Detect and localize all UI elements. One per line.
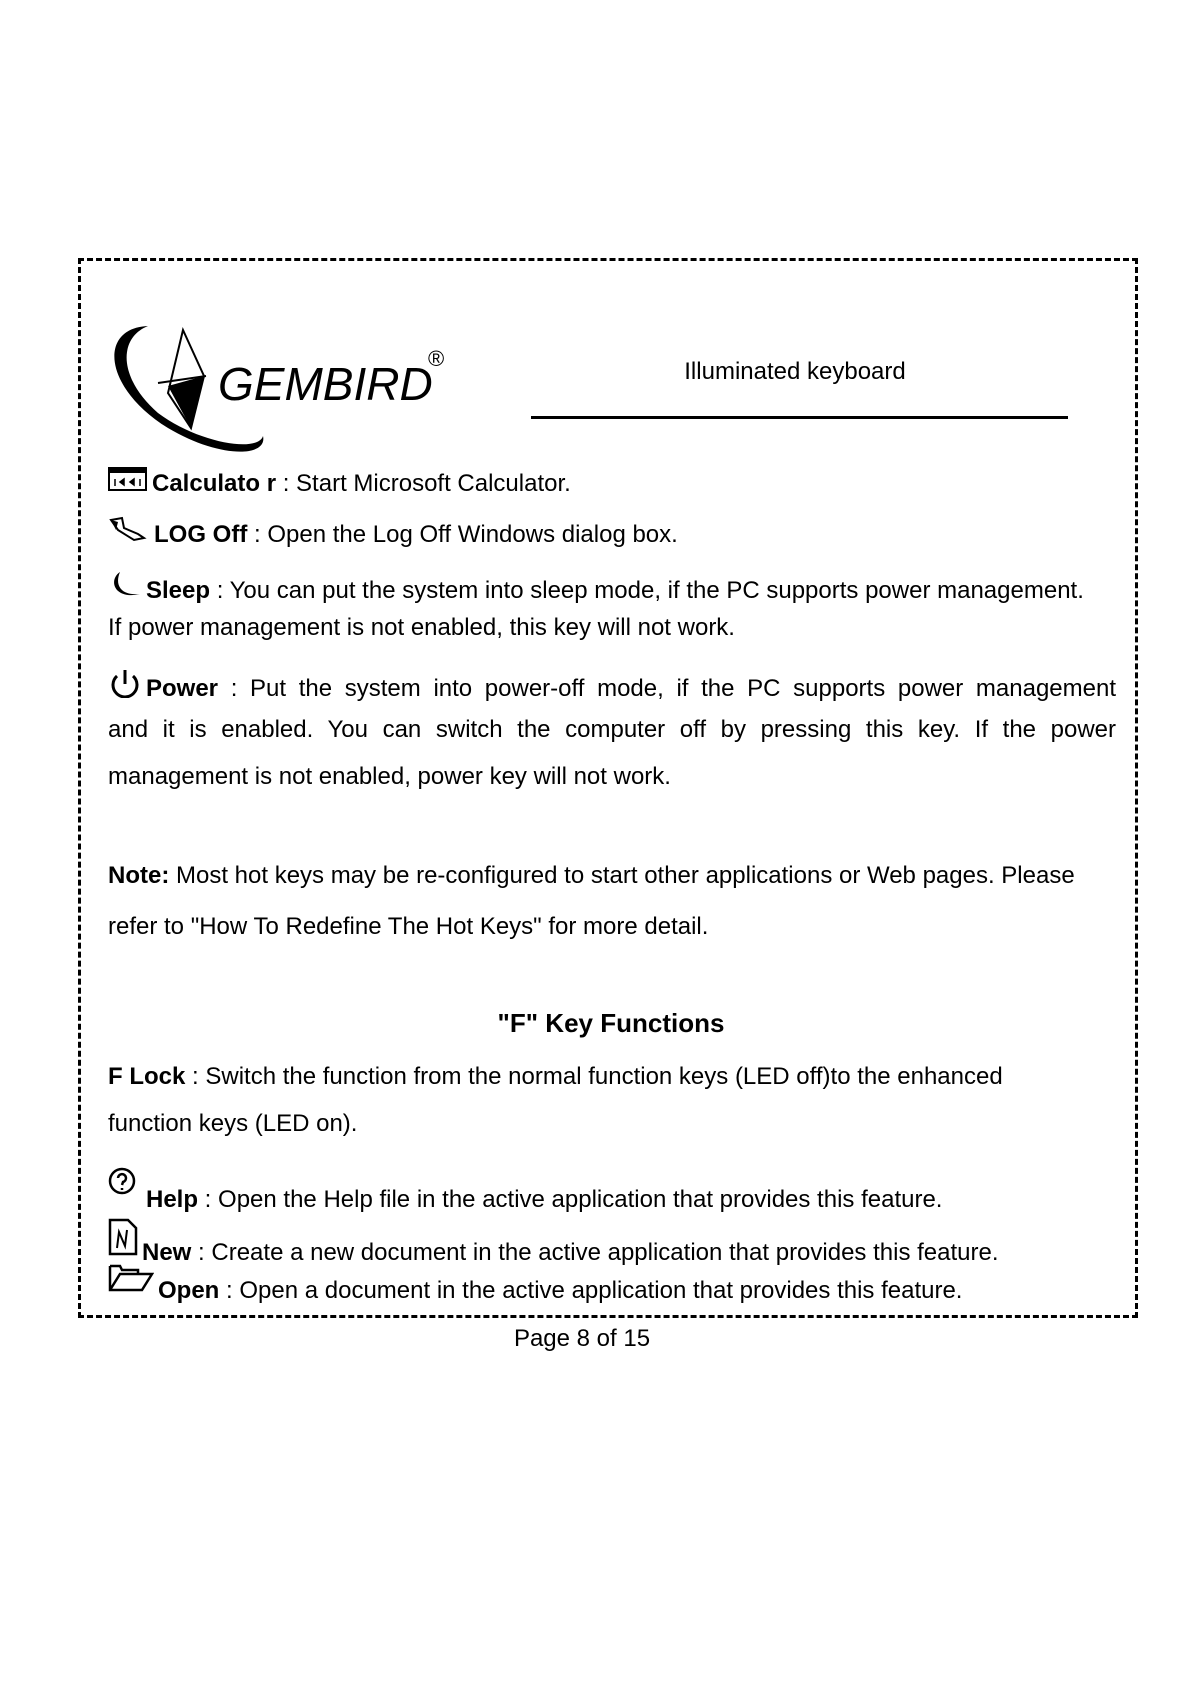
sleep-moon-icon xyxy=(108,570,142,600)
document-title: Illuminated keyboard xyxy=(684,358,906,385)
f-lock-continuation: function keys (LED on). xyxy=(108,1110,358,1137)
registered-mark: ® xyxy=(428,346,445,371)
log-off-icon xyxy=(108,516,150,544)
section-heading: "F" Key Functions xyxy=(497,1008,725,1038)
page-number: Page 8 of 15 xyxy=(513,1325,651,1352)
fkey-f-lock: F Lock : Switch the function from the normal function keys (LED off)to the enhanced xyxy=(108,1063,1003,1090)
help-icon xyxy=(108,1167,142,1199)
power-icon xyxy=(108,668,142,698)
new-document-icon xyxy=(108,1218,138,1256)
hotkey-calculator: Calculato r : Start Microsoft Calculator. xyxy=(108,467,571,499)
open-folder-icon xyxy=(108,1262,154,1292)
sleep-continuation: If power management is not enabled, this key will not work. xyxy=(108,614,735,641)
calculator-icon xyxy=(108,467,148,493)
title-underline xyxy=(531,416,1068,419)
hotkey-sleep: Sleep : You can put the system into sleep mode, if the PC supports power management. xyxy=(108,570,1084,602)
hotkey-log-off: LOG Off : Open the Log Off Windows dialog box. xyxy=(108,516,678,548)
hotkey-power: Power : Put the system into power-off mode, if the PC supports power management xyxy=(108,668,1116,700)
note-continuation: refer to "How To Redefine The Hot Keys" for more detail. xyxy=(108,913,709,940)
power-continuation-1: and it is enabled. You can switch the computer off by pressing this key. If the power xyxy=(108,716,1116,743)
fkey-open: Open : Open a document in the active application that provides this feature. xyxy=(108,1262,962,1294)
brand-text: GEMBIRD xyxy=(218,358,433,410)
fkey-help: Help : Open the Help file in the active application that provides this feature. xyxy=(108,1167,942,1199)
note-paragraph: Note: Most hot keys may be re-configured to start other applications or Web pages. Please xyxy=(108,862,1075,889)
fkey-new: New : Create a new document in the active application that provides this feature. xyxy=(108,1218,999,1250)
gembird-logo xyxy=(108,318,453,453)
power-continuation-2: management is not enabled, power key will not work. xyxy=(108,763,671,790)
